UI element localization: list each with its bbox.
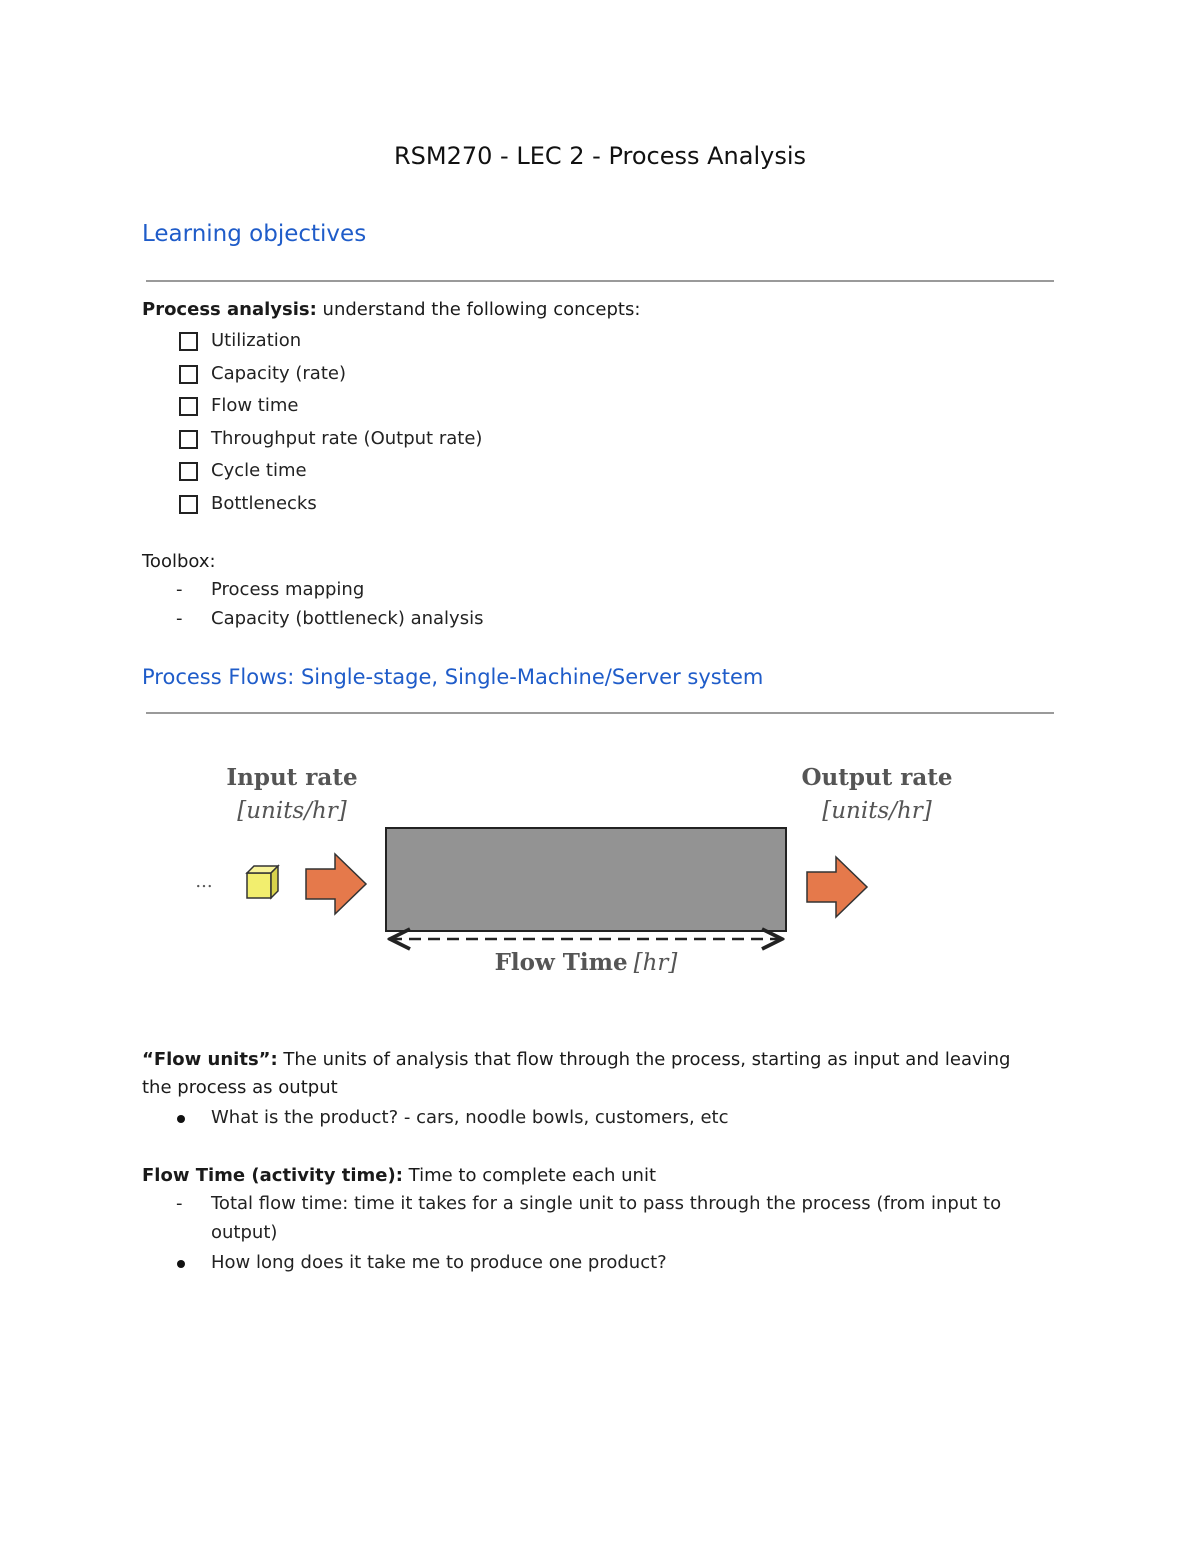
bullet-icon bbox=[177, 1115, 185, 1123]
flow-time-units: [hr] bbox=[633, 950, 678, 976]
list-item bbox=[176, 576, 483, 605]
list-item-text: Capacity (bottleneck) analysis bbox=[211, 607, 484, 629]
output-arrow-icon bbox=[807, 857, 867, 917]
dash-marker: - bbox=[176, 579, 183, 600]
checklist-label: Cycle time bbox=[211, 460, 307, 481]
process-analysis-intro bbox=[142, 296, 640, 324]
heading-process-flows: Process Flows: Single-stage, Single-Machine/Server system bbox=[142, 665, 764, 689]
checkbox-icon[interactable] bbox=[179, 462, 198, 481]
heading-learning-objectives: Learning objectives bbox=[142, 221, 367, 247]
toolbox-list bbox=[176, 576, 483, 633]
toolbox-label: Toolbox: bbox=[142, 551, 216, 572]
process-flow-diagram bbox=[180, 755, 960, 985]
list-item bbox=[176, 1104, 729, 1133]
checklist-item bbox=[178, 488, 482, 521]
list-item bbox=[176, 605, 483, 634]
checkbox-icon[interactable] bbox=[179, 365, 198, 384]
flow-units-bullets bbox=[176, 1104, 729, 1133]
checklist-label: Throughput rate (Output rate) bbox=[211, 427, 483, 449]
list-item-text: Process mapping bbox=[211, 579, 365, 600]
flow-units-text: The units of analysis that flow through the process, starting as input and leaving the process as output bbox=[142, 1049, 1011, 1098]
flow-time-caption bbox=[495, 949, 678, 976]
list-item bbox=[176, 1190, 1036, 1247]
page-title: RSM270 - LEC 2 - Process Analysis bbox=[393, 142, 806, 170]
output-rate-units: [units/hr] bbox=[822, 798, 932, 824]
concept-checklist bbox=[178, 325, 482, 520]
checklist-label: Bottlenecks bbox=[211, 492, 317, 514]
flow-time-list bbox=[176, 1190, 1036, 1278]
flow-unit-cube-icon bbox=[247, 866, 278, 898]
divider bbox=[146, 712, 1054, 714]
flow-time-definition bbox=[142, 1162, 656, 1190]
divider bbox=[146, 280, 1054, 282]
checklist-label: Utilization bbox=[211, 330, 302, 351]
input-arrow-icon bbox=[306, 854, 366, 914]
dash-marker: - bbox=[176, 607, 183, 629]
output-rate-label: Output rate bbox=[801, 764, 953, 791]
list-item-text: What is the product? - cars, noodle bowls, customers, etc bbox=[211, 1107, 729, 1128]
dash-marker: - bbox=[176, 1193, 183, 1214]
list-item-text: Total flow time: time it takes for a single unit to pass through the process (from input to output) bbox=[211, 1193, 1002, 1243]
input-rate-label: Input rate bbox=[226, 764, 358, 791]
flow-time-bold: Flow Time (activity time): bbox=[142, 1165, 403, 1186]
list-item bbox=[176, 1249, 1036, 1278]
checklist-label: Flow time bbox=[211, 395, 299, 416]
checklist-label: Capacity (rate) bbox=[211, 362, 346, 384]
ellipsis: ... bbox=[195, 871, 213, 892]
bullet-icon bbox=[177, 1260, 185, 1268]
checklist-item bbox=[178, 325, 482, 358]
flow-time-text: Time to complete each unit bbox=[402, 1165, 656, 1186]
checklist-item bbox=[178, 423, 482, 456]
checklist-item bbox=[178, 390, 482, 423]
input-rate-units: [units/hr] bbox=[237, 798, 347, 824]
list-item-text: How long does it take me to produce one product? bbox=[211, 1252, 667, 1273]
checkbox-icon[interactable] bbox=[179, 332, 198, 351]
intro-bold: Process analysis: bbox=[142, 299, 317, 320]
flow-units-definition bbox=[142, 1046, 1042, 1102]
process-box bbox=[386, 828, 786, 931]
checklist-item bbox=[178, 455, 482, 488]
flow-units-bold: “Flow units”: bbox=[142, 1049, 278, 1070]
flow-time-label: Flow Time bbox=[494, 949, 628, 976]
checklist-item bbox=[178, 358, 482, 391]
checkbox-icon[interactable] bbox=[179, 430, 198, 449]
checkbox-icon[interactable] bbox=[179, 495, 198, 514]
checkbox-icon[interactable] bbox=[179, 397, 198, 416]
intro-text: understand the following concepts: bbox=[316, 299, 641, 320]
